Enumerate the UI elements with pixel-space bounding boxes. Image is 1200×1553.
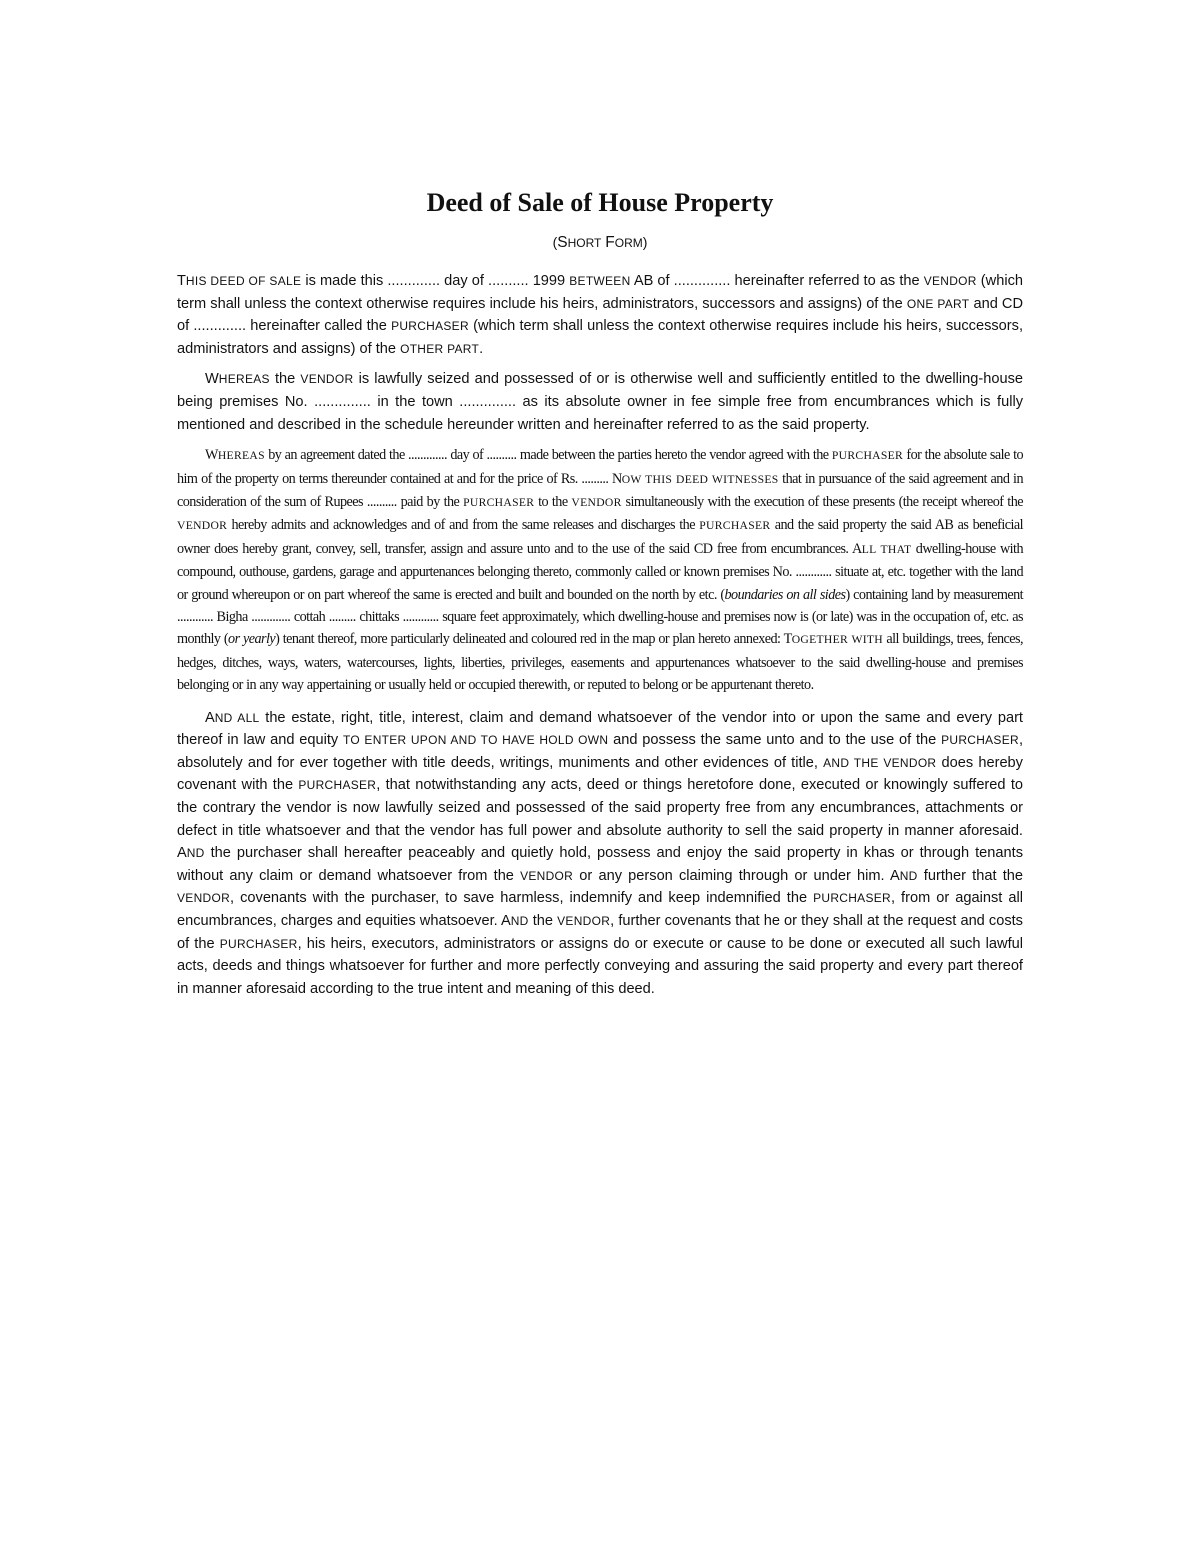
- italic-run: boundaries on all sides: [724, 586, 846, 603]
- text-run: the: [528, 912, 558, 929]
- subtitle-rest-orm: ORM: [614, 236, 643, 250]
- text-run: the estate, right, title, interest, claim and demand whatsoever of the vendor into or upon the same and every part thereof in law and equity: [177, 709, 1023, 749]
- text-run: W: [205, 371, 219, 388]
- small-caps-run: ND: [510, 913, 529, 928]
- text-run: all buildings, trees, fences, hedges, ditches, ways, waters, watercourses, lights, liberties, privileges, easements and appurtenances whatsoever to the said dwelling-house and premises belonging or in any way appertaining or usually held or occupied therewith, or reputed to belong or be appurtenant thereto.: [177, 631, 1023, 694]
- text-run: is made this ............. day of .......... 1999: [301, 273, 570, 289]
- small-caps-run: VENDOR: [571, 495, 622, 509]
- text-run: , his heirs, executors, administrators or assigns do or execute or cause to be done or executed all such lawful acts, deeds and things whatsoever for further and more perfectly conveying and assuring the said property and every part thereof in manner aforesaid according to the true intent and meaning of this deed.: [177, 935, 1023, 997]
- document-title: Deed of Sale of House Property: [426, 188, 774, 217]
- small-caps-run: OW THIS DEED WITNESSES: [621, 472, 779, 486]
- text-run: (which term shall unless the context otherwise requires include his heirs, administrators, successors and assigns) of the: [177, 273, 1023, 312]
- text-run: that in pursuance of the said agreement and in consideration of the sum of Rupees .......... paid by the: [177, 470, 1023, 510]
- text-run: ) containing land by measurement ............ Bigha ............. cottah ......... chittaks ............ square feet approximately, which dwelling-house and premises now is (or late) was in the occupation of, etc. as monthly (: [177, 586, 1024, 648]
- text-run: is lawfully seized and possessed of or is otherwise well and sufficiently entitled to the dwelling-house being premises No. .............. in the town .............. as its absolute owner in fee simple free from encumbrances which is fully mentioned and described in the schedule hereunder written and hereinafter referred to as the said property.: [177, 371, 1023, 433]
- subtitle-close-paren: ): [642, 234, 648, 250]
- small-caps-run: BETWEEN: [569, 274, 631, 288]
- small-caps-run: ONE PART: [906, 296, 970, 311]
- text-run: , from or against all encumbrances, charges and equities whatsoever. A: [177, 890, 1023, 929]
- small-caps-run: OGETHER WITH: [791, 633, 884, 647]
- small-caps-run: HEREAS: [218, 372, 270, 387]
- small-caps-run: TO ENTER UPON AND TO HAVE HOLD OWN: [343, 733, 609, 748]
- text-run: (which term shall unless the context otherwise requires include his heirs, successors, administrators and assigns) of the: [177, 318, 1023, 357]
- text-run: further that the: [917, 867, 1023, 884]
- small-caps-run: PURCHASER: [941, 733, 1019, 748]
- small-caps-run: PURCHASER: [813, 891, 891, 906]
- deed-body: [177, 270, 1023, 1008]
- text-run: does hereby covenant with the: [177, 754, 1023, 794]
- small-caps-run: OTHER PART: [400, 341, 480, 356]
- small-caps-run: ND: [899, 868, 918, 883]
- paragraph-parties: [177, 270, 1023, 360]
- text-run: and possess the same unto and to the use of the: [608, 732, 942, 749]
- paragraph-whereas-title: [177, 368, 1023, 436]
- small-caps-run: ND: [186, 846, 205, 861]
- small-caps-run: HEREAS: [217, 449, 265, 463]
- italic-run: or yearly: [228, 631, 276, 648]
- text-run: the purchaser shall hereafter peaceably and quietly hold, possess and enjoy the said property in khas or through tenants without any claim or demand whatsoever from the: [177, 845, 1023, 884]
- text-run: A: [205, 709, 215, 726]
- text-run: by an agreement dated the ............. day of .......... made between the parties hereto the vendor agreed with the: [264, 447, 832, 464]
- paragraph-whereas-agreement: [177, 444, 1023, 696]
- subtitle-open-paren: (: [552, 234, 558, 250]
- text-run: W: [205, 447, 218, 464]
- small-caps-run: VENDOR: [520, 868, 574, 883]
- text-run: the: [269, 371, 301, 388]
- text-run: AB of .............. hereinafter referred to as the: [630, 273, 924, 289]
- text-run: simultaneously with the execution of these presents (the receipt whereof the: [621, 493, 1023, 510]
- subtitle-initial-f: F: [605, 234, 615, 251]
- text-run: or any person claiming through or under him. A: [573, 867, 900, 884]
- document-subtitle: [0, 232, 1200, 253]
- small-caps-run: VENDOR: [923, 274, 977, 288]
- small-caps-run: ND ALL: [214, 710, 260, 725]
- small-caps-run: PURCHASER: [219, 936, 298, 951]
- small-caps-run: PURCHASER: [831, 449, 904, 463]
- text-run: and CD of ............. hereinafter called the: [177, 295, 1023, 335]
- small-caps-run: AND THE VENDOR: [823, 755, 937, 770]
- small-caps-run: VENDOR: [177, 891, 231, 906]
- text-run: hereby admits and acknowledges and of and from the same releases and discharges the: [227, 517, 700, 534]
- small-caps-run: PURCHASER: [298, 778, 377, 793]
- paragraph-covenants: [177, 707, 1023, 1001]
- small-caps-run: LL THAT: [861, 542, 912, 556]
- small-caps-run: PURCHASER: [699, 519, 771, 533]
- small-caps-run: HIS DEED OF SALE: [185, 274, 302, 288]
- small-caps-run: VENDOR: [300, 372, 354, 387]
- text-run: for the absolute sale to him of the property on terms thereunder contained at and for the price of Rs. ......... N: [177, 447, 1024, 487]
- text-run: ) tenant thereof, more particularly delineated and coloured red in the map or plan hereto annexed: T: [275, 631, 792, 648]
- small-caps-run: VENDOR: [177, 519, 228, 533]
- text-run: .: [479, 340, 484, 357]
- text-run: to the: [534, 493, 572, 510]
- text-run: , covenants with the purchaser, to save harmless, indemnify and keep indemnified the: [230, 890, 814, 907]
- text-run: , absolutely and for ever together with title deeds, writings, muniments and other evidences of title,: [177, 732, 1024, 771]
- small-caps-run: PURCHASER: [391, 319, 469, 334]
- small-caps-run: VENDOR: [557, 913, 611, 928]
- small-caps-run: PURCHASER: [463, 495, 535, 509]
- text-run: T: [177, 273, 186, 289]
- text-run: and the said property the said AB as beneficial owner does hereby grant, convey, sell, transfer, assign and assure unto and to the use of the said CD free from encumbrances. A: [177, 517, 1023, 557]
- subtitle-initial-s: S: [557, 234, 568, 251]
- text-run: , further covenants that he or they shall at the request and costs of the: [177, 912, 1023, 952]
- text-run: dwelling-house with compound, outhouse, gardens, garage and appurtenances belonging thereto, commonly called or known premises No. ............ situate at, etc. together with the land or ground whereupon or on part whereof the same is erected and built and bounded on the north by etc. (: [177, 540, 1023, 603]
- subtitle-rest-hort: HORT: [567, 236, 602, 250]
- text-run: , that notwithstanding any acts, deed or things heretofore done, executed or knowingly suffered to the contrary the vendor is now lawfully seized and possessed of the said property free from any encumbrances, attachments or defect in title whatsoever and that the vendor has full power and absolute authority to sell the said property in manner aforesaid. A: [177, 777, 1023, 862]
